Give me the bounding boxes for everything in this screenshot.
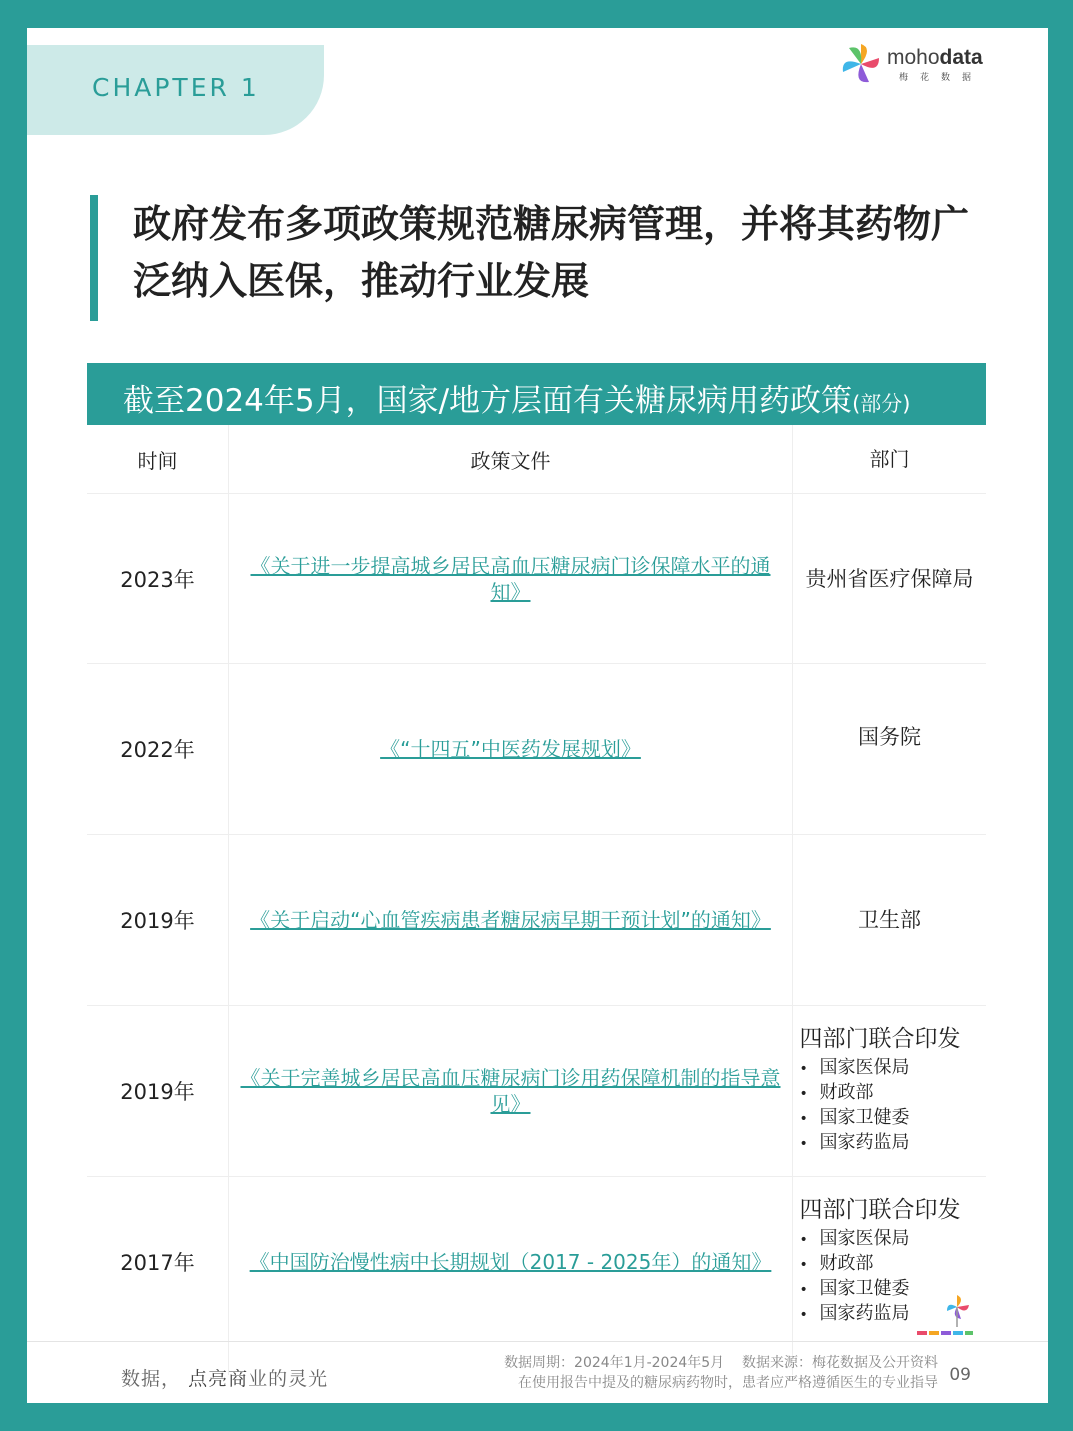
row-year: 2019年 [120,1080,195,1104]
row-dept: 贵州省医疗保障局 [805,566,974,591]
dept-item: • 国家医保局 [800,1056,980,1081]
chapter-label: CHAPTER 1 [92,73,260,102]
report-page [27,28,1048,1403]
table-caption-sub: (部分) [852,392,911,416]
windmill-decoration-icon [915,1293,975,1341]
table-row [87,494,986,664]
header-dept: 部门 [869,447,910,471]
policy-link[interactable]: 《关于进一步提高城乡居民高血压糖尿病门诊保障水平的通知》 [250,553,771,604]
mohodata-logo [839,42,1009,92]
header-time: 时间 [137,448,178,473]
policy-link[interactable]: 《关于启动“心血管疾病患者糖尿病早期干预计划”的通知》 [250,908,771,932]
footer-slogan: 数据， 点亮商业的灵光 [121,1368,329,1390]
header-doc: 政策文件 [470,448,551,473]
table-row [87,1006,986,1177]
dept-item: • 国家卫健委 [800,1106,980,1131]
policy-link[interactable]: 《“十四五”中医药发展规划》 [380,737,641,761]
row-year: 2019年 [120,909,195,933]
logo-wordmark: mohodata [887,46,983,69]
windmill-logo-icon [839,42,883,86]
row-year: 2022年 [120,738,195,762]
page-title: 政府发布多项政策规范糖尿病管理，并将其药物广泛纳入医保，推动行业发展 [133,202,970,303]
footer-divider [27,1341,1048,1342]
policy-link[interactable]: 《关于完善城乡居民高血压糖尿病门诊用药保障机制的指导意见》 [240,1066,781,1116]
dept-item: • 国家卫健委 [800,1277,980,1302]
title-accent-bar [90,195,98,321]
chapter-tab [27,45,324,135]
footer-source [504,1353,938,1393]
table-caption [87,363,986,425]
table-row [87,1177,986,1347]
dept-item: • 国家药监局 [800,1302,980,1327]
dept-item: • 财政部 [800,1252,980,1277]
table-header-row [87,425,986,494]
row-dept: 卫生部 [858,908,921,932]
dept-item: • 财政部 [800,1081,980,1106]
dept-heading: 四部门联合印发 [799,1197,961,1223]
table-row [87,664,986,835]
data-source: 数据来源：梅花数据及公开资料 [742,1355,938,1371]
data-period: 数据周期：2024年1月-2024年5月 [504,1355,725,1371]
logo-subtitle: 梅花数据 [899,73,984,83]
row-dept: 国务院 [858,725,921,749]
row-year: 2017年 [120,1251,195,1275]
dept-item: • 国家药监局 [800,1131,980,1156]
dept-item: • 国家医保局 [800,1227,980,1252]
dept-heading: 四部门联合印发 [799,1026,961,1052]
dept-list [800,1026,980,1156]
table-row [87,835,986,1006]
policy-link[interactable]: 《中国防治慢性病中长期规划（2017 - 2025年）的通知》 [249,1250,772,1274]
footer-note: 在使用报告中提及的糖尿病药物时，患者应严格遵循医生的专业指导 [518,1375,938,1391]
page-number: 09 [949,1365,971,1385]
table-caption-text: 截至2024年5月，国家/地方层面有关糖尿病用药政策 [123,383,853,419]
row-year: 2023年 [120,567,195,592]
